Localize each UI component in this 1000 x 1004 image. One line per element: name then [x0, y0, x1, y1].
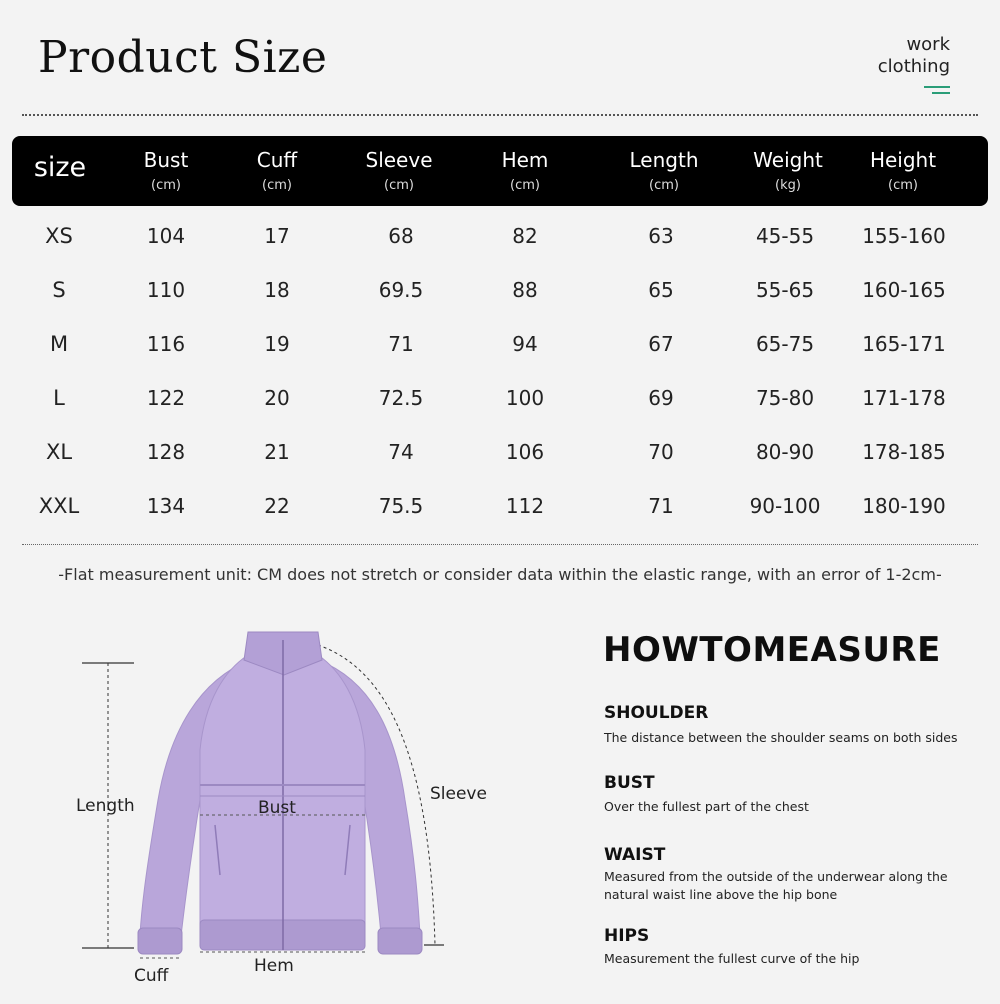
cell-length: 71	[648, 494, 674, 518]
jacket-diagram	[60, 600, 530, 1000]
cell-bust: 128	[146, 440, 186, 464]
cell-cuff: 19	[264, 332, 290, 356]
header-length-unit: (cm)	[649, 178, 679, 193]
header-cuff: Cuff	[256, 148, 298, 172]
header-weight-unit: (kg)	[775, 178, 801, 193]
header-bust: Bust	[143, 148, 189, 172]
cell-cuff: 22	[264, 494, 290, 518]
cell-bust: 122	[146, 386, 186, 410]
brand-line-2: clothing	[877, 56, 950, 77]
cell-sleeve: 68	[388, 224, 414, 248]
cell-hem: 112	[505, 494, 545, 518]
header-hem-unit: (cm)	[510, 178, 540, 193]
cell-height: 155-160	[862, 224, 946, 248]
cell-hem: 82	[512, 224, 538, 248]
cell-weight: 75-80	[755, 386, 815, 410]
cell-weight: 80-90	[755, 440, 815, 464]
cell-sleeve: 72.5	[378, 386, 424, 410]
cell-length: 67	[648, 332, 674, 356]
label-bust: Bust	[258, 798, 296, 818]
header-bust-unit: (cm)	[151, 178, 181, 193]
table-row	[0, 480, 1000, 534]
cell-cuff: 17	[264, 224, 290, 248]
cell-sleeve: 75.5	[378, 494, 424, 518]
table-row	[0, 372, 1000, 426]
cell-height: 165-171	[862, 332, 946, 356]
cell-cuff: 21	[264, 440, 290, 464]
cell-sleeve: 69.5	[378, 278, 424, 302]
cell-length: 65	[648, 278, 674, 302]
header-weight: Weight	[753, 148, 823, 172]
header-cuff-unit: (cm)	[262, 178, 292, 193]
howto-desc-waist: Measured from the outside of the underwear along the natural waist line above the hip bone	[604, 869, 948, 902]
howto-desc-shoulder: The distance between the shoulder seams on both sides	[604, 730, 958, 745]
label-sleeve: Sleeve	[430, 784, 487, 804]
dotted-divider-mid	[22, 544, 978, 545]
cell-sleeve: 74	[388, 440, 414, 464]
table-row	[0, 426, 1000, 480]
brand-line-1: work	[906, 34, 950, 55]
cell-size: XXL	[38, 494, 80, 518]
cell-bust: 104	[146, 224, 186, 248]
howto-heading-waist: WAIST	[604, 845, 666, 865]
measurement-note: -Flat measurement unit: CM does not stretch or consider data within the elastic range, with an error of 1-2cm-	[58, 565, 942, 584]
size-table-header	[12, 136, 988, 206]
header-sleeve: Sleeve	[365, 148, 433, 172]
howto-desc-hips: Measurement the fullest curve of the hip	[604, 951, 860, 966]
header-length: Length	[629, 148, 699, 172]
cell-hem: 100	[505, 386, 545, 410]
howto-desc-bust: Over the fullest part of the chest	[604, 799, 809, 814]
cell-bust: 110	[146, 278, 186, 302]
header-sleeve-unit: (cm)	[384, 178, 414, 193]
brand-mark-icon	[924, 86, 950, 94]
cell-size: M	[49, 332, 69, 356]
howto-heading-bust: BUST	[604, 773, 655, 793]
cell-height: 160-165	[862, 278, 946, 302]
cell-size: S	[52, 278, 66, 302]
cell-height: 178-185	[862, 440, 946, 464]
howto-heading-hips: HIPS	[604, 926, 650, 946]
cell-height: 171-178	[862, 386, 946, 410]
brand-logo-text	[878, 34, 950, 78]
dotted-divider-top	[22, 114, 978, 116]
cell-cuff: 20	[264, 386, 290, 410]
table-row	[0, 318, 1000, 372]
cell-size: XS	[45, 224, 73, 248]
cell-sleeve: 71	[388, 332, 414, 356]
howto-title: HOWTOMEASURE	[603, 630, 941, 670]
header-height-unit: (cm)	[888, 178, 918, 193]
page-title: Product Size	[38, 32, 328, 83]
cell-hem: 88	[512, 278, 538, 302]
table-row	[0, 264, 1000, 318]
cell-length: 63	[648, 224, 674, 248]
cell-height: 180-190	[862, 494, 946, 518]
label-hem: Hem	[254, 956, 294, 976]
header-size: size	[33, 152, 87, 183]
cell-hem: 94	[512, 332, 538, 356]
header-height: Height	[869, 148, 937, 172]
label-length: Length	[76, 796, 135, 816]
cell-weight: 45-55	[755, 224, 815, 248]
cell-hem: 106	[505, 440, 545, 464]
cell-weight: 90-100	[749, 494, 821, 518]
cell-weight: 65-75	[755, 332, 815, 356]
cell-size: L	[53, 386, 65, 410]
cell-bust: 134	[146, 494, 186, 518]
header-hem: Hem	[501, 148, 549, 172]
cell-bust: 116	[146, 332, 186, 356]
table-row	[0, 210, 1000, 264]
cell-weight: 55-65	[755, 278, 815, 302]
cell-length: 69	[648, 386, 674, 410]
cell-size: XL	[45, 440, 73, 464]
cell-cuff: 18	[264, 278, 290, 302]
label-cuff: Cuff	[134, 966, 169, 986]
cell-length: 70	[648, 440, 674, 464]
howto-heading-shoulder: SHOULDER	[604, 703, 709, 723]
